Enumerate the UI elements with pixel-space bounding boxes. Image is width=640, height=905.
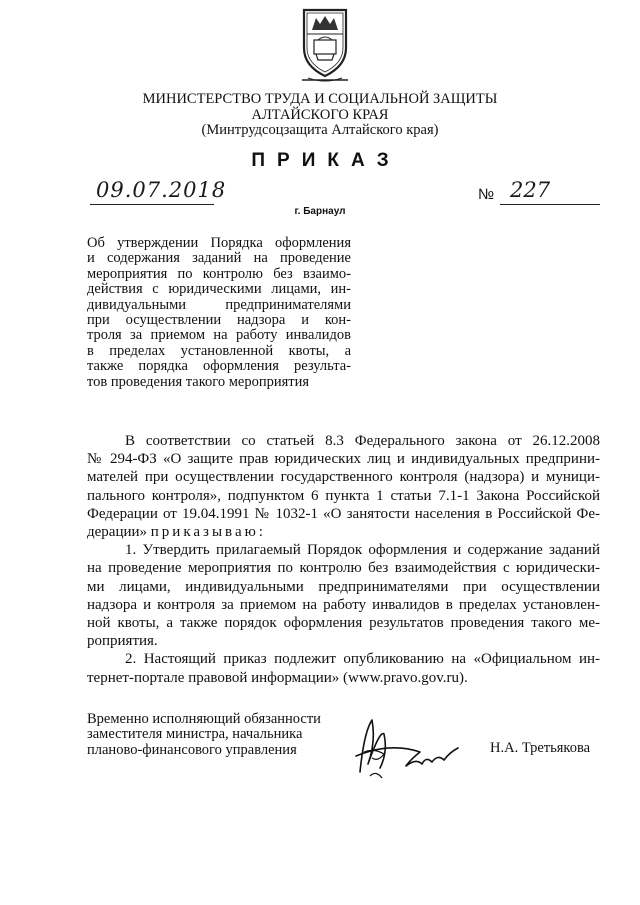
item2-line: 2. Настоящий приказ подлежит опубликованию на «Официальном ин-	[125, 651, 600, 668]
ministry-header	[0, 92, 640, 139]
ministry-name-line1: МИНИСТЕРСТВО ТРУДА И СОЦИАЛЬНОЙ ЗАЩИТЫ	[142, 91, 498, 107]
order-subject	[87, 236, 351, 390]
subject-line: дивидуальными предпринимателями	[87, 296, 351, 313]
order-date: 09.07.2018	[96, 178, 227, 202]
preamble-tail: дерации»	[87, 524, 148, 541]
subject-line: также порядка оформления результа-	[87, 358, 351, 375]
ministry-short-name: (Минтрудсоцзащита Алтайского края)	[201, 122, 439, 138]
order-number: 227	[510, 178, 551, 202]
order-title: ПРИКАЗ	[251, 150, 401, 171]
date-underline	[90, 204, 214, 205]
signature-icon	[350, 712, 462, 784]
preamble-line: мателей при осуществлении государственного контроля (надзора) и муници-	[87, 469, 600, 486]
item1-line: ми лицами, индивидуальными предпринимателями при осуществлении	[87, 578, 600, 595]
subject-line: мероприятия по контролю без взаимо-	[87, 265, 351, 282]
item1-line: на проведение мероприятия по контролю без взаимодействия с юридически-	[87, 560, 600, 577]
item1-line: роприятия.	[87, 633, 158, 650]
preamble-line: № 294-ФЗ «О защите прав юридических лиц и индивидуальных предприни-	[87, 451, 600, 468]
preamble-line: пального контроля», подпунктом 6 пункта 1 статьи 7.1-1 Закона Российской	[87, 487, 600, 504]
item2-line: тернет-портале правовой информации» (www.pravo.gov.ru).	[87, 669, 468, 686]
coat-of-arms-icon	[298, 4, 352, 86]
preamble-line: В соответствии со статьей 8.3 Федерального закона от 26.12.2008	[125, 433, 600, 449]
item1-line: надзора и контроля за приемом на работу инвалидов в пределах установлен-	[87, 596, 600, 613]
preamble-line: Федерации от 19.04.1991 № 1032-1 «О занятости населения в Российской Фе-	[87, 505, 600, 522]
decree-word: приказываю:	[150, 524, 266, 541]
preamble-tail-line	[87, 523, 600, 541]
subject-line: тов проведения такого мероприятия	[87, 373, 310, 390]
number-sign: №	[478, 186, 495, 203]
signer-title-line: планово-финансового управления	[87, 741, 297, 758]
item1-line: 1. Утвердить прилагаемый Порядок оформления и содержание заданий	[125, 542, 600, 559]
subject-line: Об утверждении Порядка оформления	[87, 235, 351, 251]
ministry-name-line2: АЛТАЙСКОГО КРАЯ	[251, 106, 389, 123]
signer-name: Н.А. Третьякова	[490, 740, 591, 756]
city-name: г. Барнаул	[294, 206, 346, 217]
item1-line: ной квоты, а также порядок оформления результатов проведения такого ме-	[87, 615, 600, 632]
order-body	[87, 432, 600, 687]
subject-line: действия с юридическими лицами, ин-	[87, 281, 351, 298]
signer-title-line: заместителя министра, начальника	[87, 726, 303, 743]
subject-line: и содержания заданий на проведение	[87, 250, 351, 267]
subject-line: в пределах установленной квоты, а	[87, 342, 351, 359]
subject-line: при осуществлении надзора и кон-	[87, 312, 351, 329]
signer-title-line: Временно исполняющий обязанности	[87, 711, 321, 727]
number-underline	[500, 204, 600, 205]
signer-position	[87, 712, 321, 758]
subject-line: троля за приемом на работу инвалидов	[87, 327, 351, 344]
